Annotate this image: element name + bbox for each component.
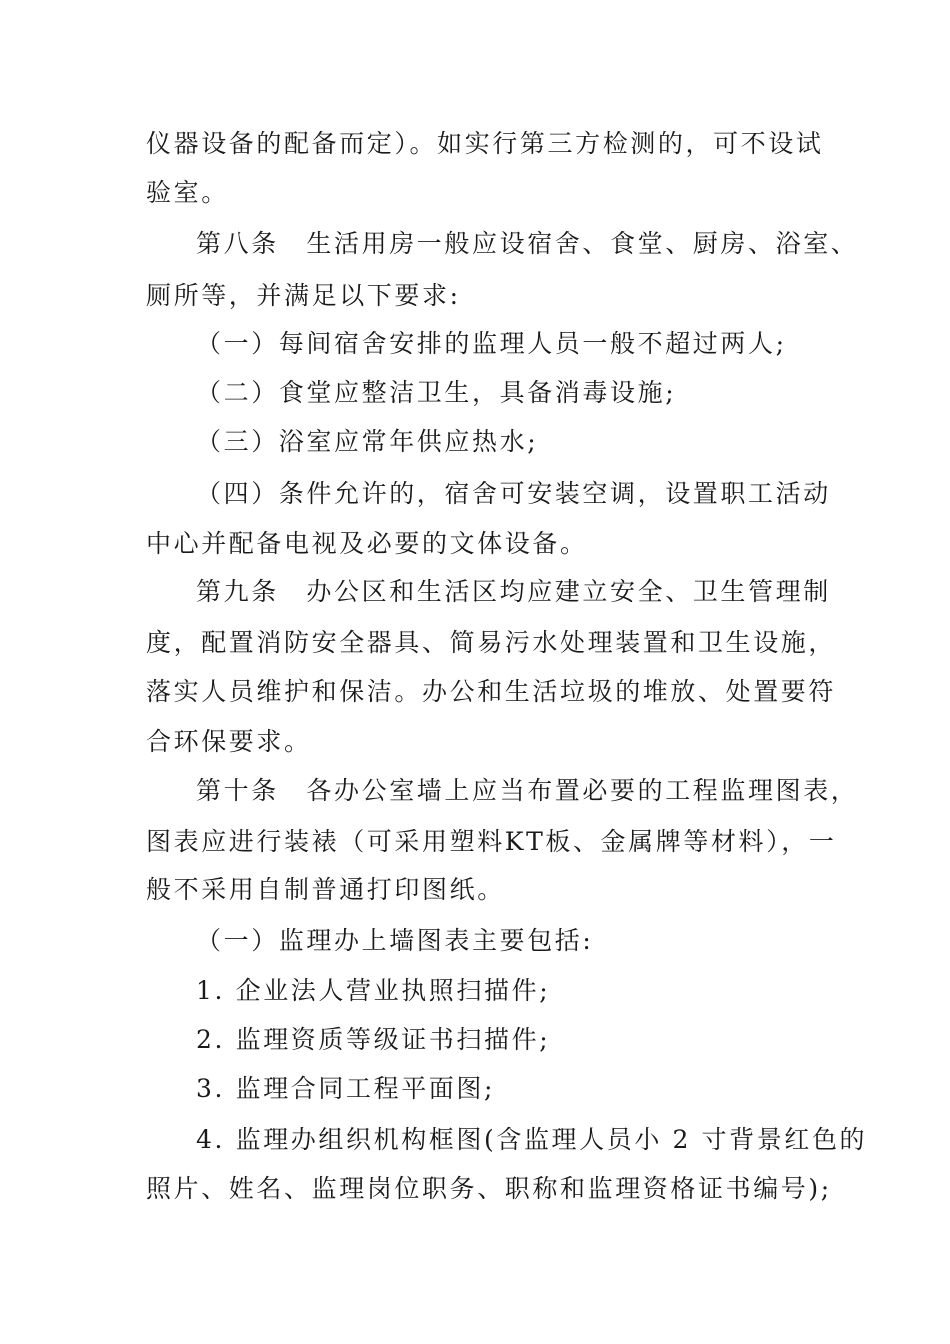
- list-item: 4. 监理办组织机构框图(含监理人员小 2 寸背景红色的: [196, 1125, 868, 1154]
- list-item: 2. 监理资质等级证书扫描件;: [196, 1025, 551, 1054]
- article-8-heading-line: 第八条 生活用房一般应设宿舍、食堂、厨房、浴室、: [196, 229, 859, 258]
- list-item: （二）食堂应整洁卫生，具备消毒设施;: [196, 378, 677, 407]
- text-line: 中心并配备电视及必要的文体设备。: [146, 529, 588, 558]
- list-item: （四）条件允许的，宿舍可安装空调，设置职工活动: [196, 479, 831, 508]
- text-line: 般不采用自制普通打印图纸。: [146, 875, 505, 904]
- article-10-heading-line: 第十条 各办公室墙上应当布置必要的工程监理图表，: [196, 776, 859, 805]
- list-item: （一）监理办上墙图表主要包括:: [196, 926, 594, 955]
- text-line: 验室。: [146, 178, 229, 207]
- text-line: 图表应进行装裱（可采用塑料KT板、金属牌等材料），一: [146, 827, 837, 856]
- text-line: 仪器设备的配备而定）。如实行第三方检测的，可不设试: [146, 129, 824, 158]
- list-item: （三）浴室应常年供应热水;: [196, 427, 539, 456]
- list-item: （一）每间宿舍安排的监理人员一般不超过两人;: [196, 329, 787, 358]
- text-line: 度，配置消防安全器具、简易污水处理装置和卫生设施，: [146, 628, 837, 657]
- text-line: 落实人员维护和保洁。办公和生活垃圾的堆放、处置要符: [146, 677, 837, 706]
- article-9-heading-line: 第九条 办公区和生活区均应建立安全、卫生管理制: [196, 577, 831, 606]
- text-line: 合环保要求。: [146, 727, 312, 756]
- list-item: 3. 监理合同工程平面图;: [196, 1074, 496, 1103]
- list-item: 1. 企业法人营业执照扫描件;: [196, 976, 551, 1005]
- text-line: 照片、姓名、监理岗位职务、职称和监理资格证书编号);: [146, 1174, 832, 1203]
- text-line: 厕所等，并满足以下要求:: [146, 281, 461, 310]
